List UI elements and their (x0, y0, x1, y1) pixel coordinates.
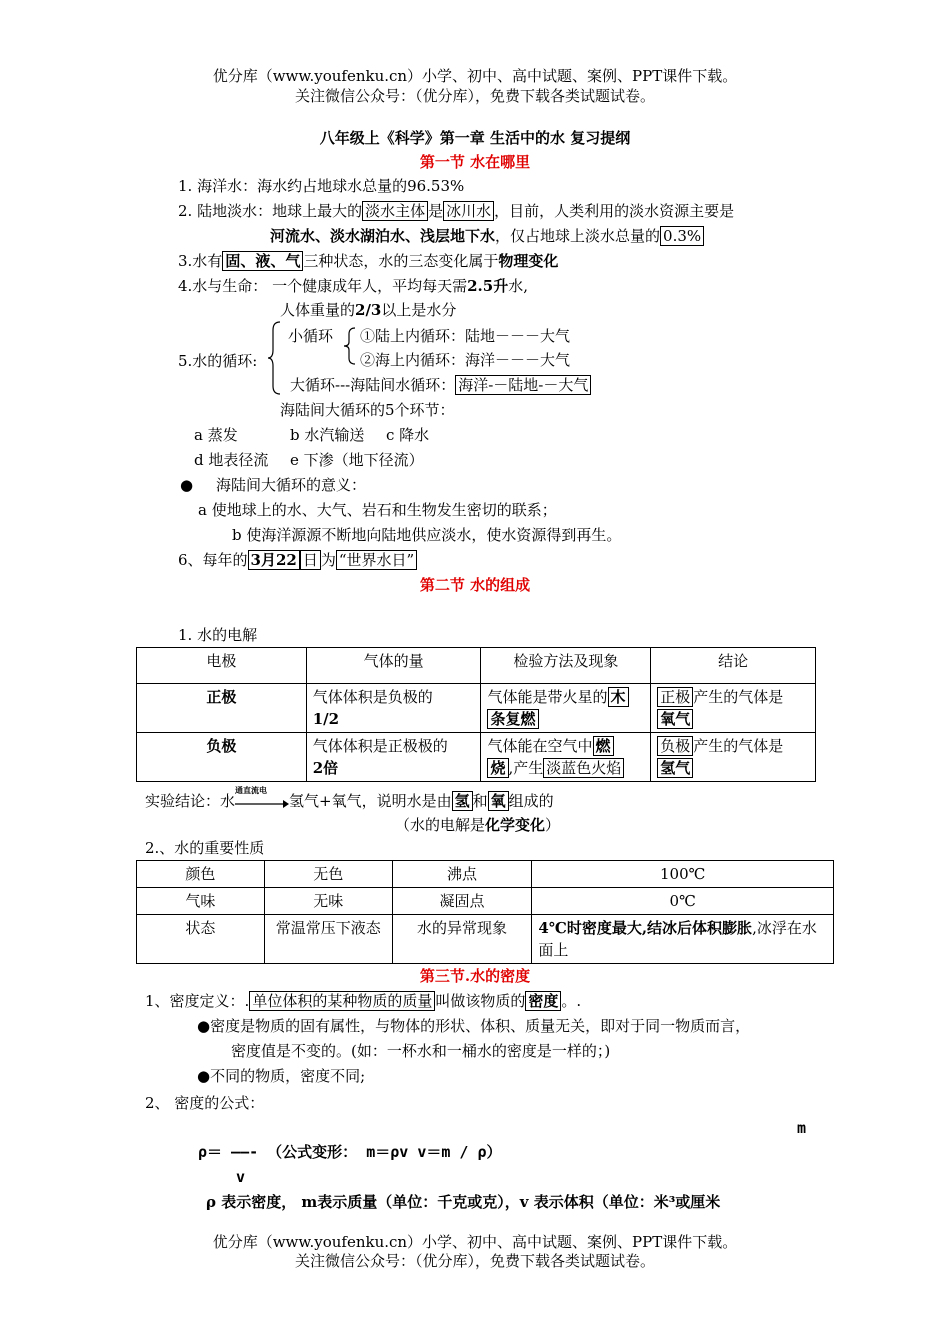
electrolysis-table (136, 647, 816, 782)
prop-freezing-value: 0℃ (532, 888, 834, 915)
cycle-links-title: 海陆间大循环的5个环节： (280, 401, 455, 419)
prop-odor-label: 气味 (137, 888, 265, 915)
big-cycle: 大循环---海陆间水循环： 海洋-－陆地-－大气 (290, 375, 591, 395)
prop-odor-value: 无味 (264, 888, 392, 915)
footer-line-2: 关注微信公众号：（优分库），免费下载各类试题试卷。 (294, 1252, 655, 1270)
formula-description: ρ 表示密度， m表示质量（单位：千克或克），v 表示体积（单位：米³或厘米 (206, 1193, 721, 1211)
th-electrode: 电极 (137, 648, 307, 684)
section-3-title: 第三节.水的密度 (419, 967, 531, 985)
density-definition: 1、密度定义：. 单位体积的某种物质的质量 叫做该物质的 密度 。. (145, 992, 582, 1010)
prop-state-label: 状态 (137, 915, 265, 964)
document-title: 八年级上《科学》第一章 生活中的水 复习提纲 (319, 129, 631, 147)
link-d: d 地表径流 (194, 451, 269, 469)
properties-table (136, 860, 834, 964)
prop-state-value: 常温常压下液态 (264, 915, 392, 964)
item-3: 3.水有 固、液、气 三种状态，水的三态变化属于物理变化 (178, 252, 559, 270)
section-1-title: 第一节 水在哪里 (419, 153, 531, 171)
positive-pole: 正极 (137, 684, 307, 733)
item-2: 2. 陆地淡水：地球上最大的 淡水主体 是 冰川水 ，目前，人类利用的淡水资源主要是 (178, 202, 735, 220)
electrolysis-title: 1. 水的电解 (178, 626, 258, 644)
negative-conclusion: 负极 产生的气体是 氢气 (651, 733, 816, 782)
small-cycle-label: 小循环 (288, 327, 334, 345)
experiment-conclusion: 实验结论：水 通直流电 氢气+氧气，说明水是由 氢 和 氧 组成的 (145, 786, 554, 810)
link-b: b 水汽输送 (290, 426, 365, 444)
item-1: 1. 海洋水：海水约占地球水总量的96.53% (178, 177, 465, 195)
section-2-title: 第二节 水的组成 (419, 576, 531, 594)
meaning-b: b 使海洋源源不断地向陆地供应淡水，使水资源得到再生。 (232, 526, 622, 544)
header-line-1: 优分库（www.youfenku.cn）小学、初中、高中试题、案例、PPT课件下载。 (212, 67, 738, 85)
negative-test: 气体能在空气中 燃 烧 ,产生 淡蓝色火焰 (481, 733, 651, 782)
density-formula-title: 2、 密度的公式： (145, 1094, 265, 1112)
link-a: a 蒸发 (194, 426, 238, 444)
arrow-icon: 通直流电 (235, 795, 289, 809)
density-property-1-cont: 密度值是不变的。(如：一杯水和一桶水的密度是一样的；) (231, 1042, 611, 1060)
meaning-title: 海陆间大循环的意义： (216, 476, 367, 494)
prop-boiling-label: 沸点 (392, 861, 532, 888)
density-property-1: ●密度是物质的固有属性，与物体的形状、体积、质量无关，即对于同一物质而言， (197, 1017, 751, 1035)
header-line-2: 关注微信公众号：（优分库），免费下载各类试题试卷。 (294, 87, 655, 105)
negative-gas: 气体体积是正极极的 2倍 (306, 733, 481, 782)
item-4: 4.水与生命： 一个健康成年人，平均每天需2.5升水, (178, 277, 528, 295)
land-inner-cycle: ①陆上内循环：陆地－－－大气 (360, 327, 571, 345)
link-e: e 下渗（地下径流） (290, 451, 424, 469)
density-property-2: ●不同的物质，密度不同; (197, 1067, 366, 1085)
item-6: 6、每年的 3月22 日 为 “世界水日” (178, 550, 417, 570)
meaning-a: a 使地球上的水、大气、岩石和生物发生密切的联系； (198, 501, 557, 519)
small-brace (342, 326, 356, 370)
properties-title: 2.、水的重要性质 (145, 839, 265, 857)
bullet-icon: ● (180, 476, 194, 494)
formula-m-annotation: m (797, 1119, 807, 1137)
item-2-cont: 河流水、淡水湖泊水、浅层地下水，仅占地球上淡水总量的 0.3% (270, 226, 704, 246)
item-4-cont: 人体重量的2/3以上是水分 (280, 301, 457, 319)
big-brace (267, 320, 281, 400)
formula-v-denominator: v (236, 1168, 246, 1186)
link-c: c 降水 (386, 426, 430, 444)
th-test: 检验方法及现象 (481, 648, 651, 684)
sea-inner-cycle: ②海上内循环：海洋－－－大气 (360, 351, 571, 369)
prop-anomaly-label: 水的异常现象 (392, 915, 532, 964)
item-5: 5.水的循环: (178, 352, 258, 370)
prop-color-label: 颜色 (137, 861, 265, 888)
negative-pole: 负极 (137, 733, 307, 782)
th-gas-amount: 气体的量 (306, 648, 481, 684)
prop-anomaly-value: 4℃时密度最大,结冰后体积膨胀,冰浮在水面上 (532, 915, 834, 964)
chemical-change-note: （水的电解是化学变化） (395, 816, 561, 834)
prop-boiling-value: 100℃ (532, 861, 834, 888)
positive-test: 气体能是带火星的 木 条复燃 (481, 684, 651, 733)
prop-color-value: 无色 (264, 861, 392, 888)
positive-conclusion: 正极 产生的气体是 氧气 (651, 684, 816, 733)
positive-gas: 气体体积是负极的 1/2 (306, 684, 481, 733)
density-formula: ρ＝ ——- （公式变形： m＝ρv v＝m / ρ） (198, 1143, 502, 1161)
prop-freezing-label: 凝固点 (392, 888, 532, 915)
th-conclusion: 结论 (651, 648, 816, 684)
footer-line-1: 优分库（www.youfenku.cn）小学、初中、高中试题、案例、PPT课件下载。 (212, 1233, 738, 1251)
